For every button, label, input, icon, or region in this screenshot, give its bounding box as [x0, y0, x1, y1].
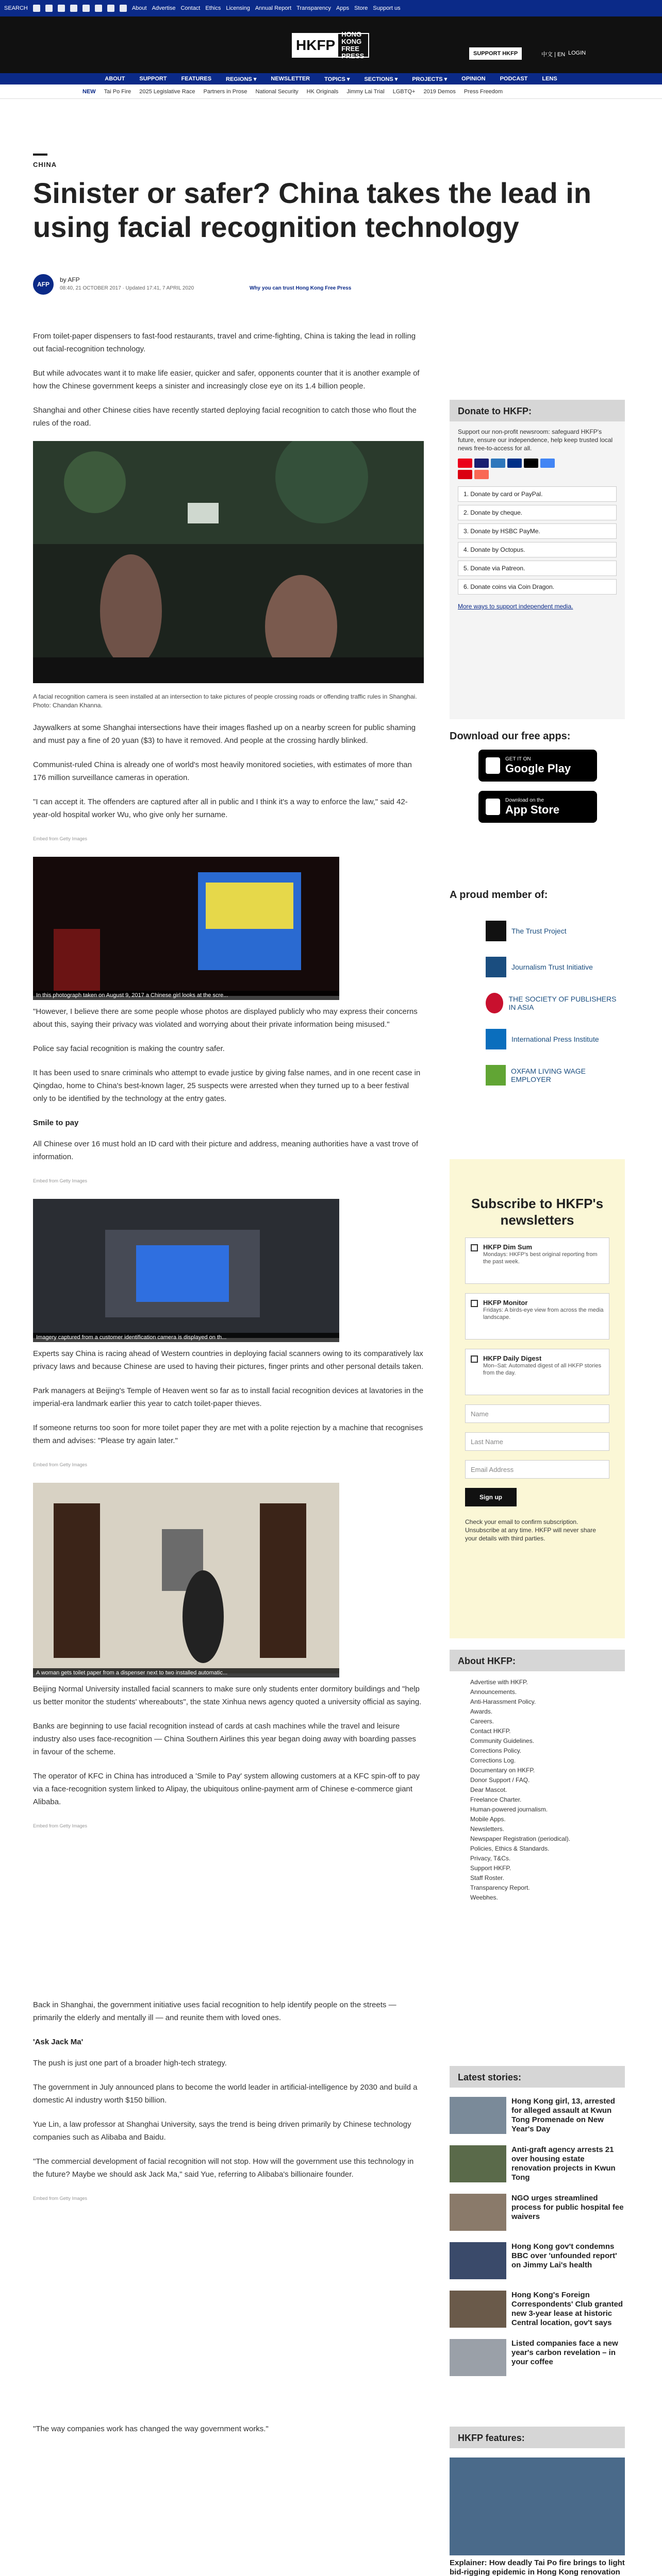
- about-link[interactable]: Awards.: [470, 1708, 493, 1715]
- members-heading: A proud member of:: [450, 889, 548, 901]
- about-link[interactable]: Donor Support / FAQ.: [470, 1776, 530, 1784]
- article-body: [33, 330, 424, 2447]
- topbar-annual-report[interactable]: Annual Report: [255, 5, 292, 11]
- oxfam-icon: [486, 1065, 506, 1086]
- member-jti[interactable]: Journalism Trust Initiative: [486, 954, 625, 980]
- topbar-transparency[interactable]: Transparency: [296, 5, 331, 11]
- traffic-camera-photo: [33, 441, 424, 683]
- donate-option[interactable]: 1. Donate by card or PayPal.: [458, 486, 617, 502]
- more-ways-link[interactable]: More ways to support independent media.: [458, 603, 573, 610]
- paragraph: Shanghai and other Chinese cities have recently started deploying facial recognition to catch those who flout the rules of the road.: [33, 406, 417, 428]
- paragraph: The government in July announced plans to become the world leader in artificial-intelligence by 2030 and build a domestic AI industry worth $150 billion.: [33, 2083, 418, 2105]
- latest-stories-box: [450, 2066, 625, 2387]
- latest-story[interactable]: Hong Kong gov't condemns BBC over 'unfounded report' on Jimmy Lai's health: [450, 2242, 625, 2284]
- donate-option[interactable]: 6. Donate coins via Coin Dragon.: [458, 579, 617, 595]
- nav-about[interactable]: ABOUT: [105, 76, 125, 82]
- toilet-paper-photo[interactable]: [33, 1483, 339, 1673]
- about-link[interactable]: Transparency Report.: [470, 1884, 530, 1891]
- about-link[interactable]: Community Guidelines.: [470, 1737, 535, 1744]
- atm-photo[interactable]: [33, 1199, 339, 1338]
- newsletter-dim-sum[interactable]: HKFP Dim Sum Mondays: HKFP's best original reporting from the past week.: [465, 1238, 609, 1284]
- member-oxfam[interactable]: OXFAM LIVING WAGE EMPLOYER: [486, 1062, 625, 1089]
- masthead: [0, 16, 662, 73]
- byline: [33, 274, 394, 298]
- trust-link[interactable]: Why you can trust Hong Kong Free Press: [250, 285, 352, 291]
- nav-opinion[interactable]: OPINION: [461, 76, 486, 82]
- apps-heading: Download our free apps:: [450, 731, 571, 742]
- googlepay-icon: [540, 459, 555, 468]
- features-box: [450, 2427, 625, 2576]
- last-name-input[interactable]: Last Name: [465, 1432, 609, 1451]
- figure-atm: [33, 1199, 424, 1342]
- amex-icon: [491, 459, 505, 468]
- payment-icons: [450, 459, 578, 479]
- about-link[interactable]: Documentary on HKFP.: [470, 1767, 535, 1774]
- donate-option[interactable]: 2. Donate by cheque.: [458, 505, 617, 520]
- article-title: Sinister or safer? China takes the lead in using facial recognition technology: [33, 177, 592, 243]
- subnav-item[interactable]: 2019 Demos: [423, 88, 456, 95]
- nav-topics[interactable]: TOPICS ▾: [324, 76, 350, 82]
- checkbox[interactable]: [471, 1355, 478, 1363]
- publish-date: 08:40, 21 OCTOBER 2017 · Updated 17:41, 7 APRIL 2020: [60, 285, 194, 291]
- applepay-icon: [524, 459, 538, 468]
- about-link[interactable]: Support HKFP.: [470, 1865, 511, 1872]
- photo-overlay: A woman gets toilet paper from a dispenser next to two installed automatic...: [33, 1668, 339, 1677]
- new-badge: NEW: [82, 88, 96, 95]
- google-play-button[interactable]: GET IT ON Google Play: [478, 750, 597, 782]
- main-nav: [0, 73, 662, 84]
- embed-credit: Embed from Getty Images: [33, 1823, 88, 1828]
- sopa-icon: [486, 993, 503, 1013]
- nav-features[interactable]: FEATURES: [181, 76, 212, 82]
- about-link[interactable]: Careers.: [470, 1718, 494, 1725]
- instagram-icon[interactable]: [45, 5, 53, 12]
- donate-heading: Donate to HKFP:: [450, 400, 625, 421]
- subnav-item[interactable]: 2025 Legislative Race: [139, 88, 195, 95]
- nav-newsletter[interactable]: NEWSLETTER: [271, 76, 310, 82]
- feature-story[interactable]: Explainer: How deadly Tai Po fire brings to light bid-rigging epidemic in Hong Kong renovation: [450, 2458, 625, 2576]
- youtube-icon[interactable]: [70, 5, 77, 12]
- latest-heading: Latest stories:: [450, 2066, 625, 2088]
- paragraph: It has been used to snare criminals who attempt to evade justice by giving false names, and in one recent case in Qingdao, home to China's best-known lager, 25 suspects were arrested when they turned up to a beer festival only to be identified by the technology at the entry gates.: [33, 1069, 421, 1103]
- ipi-icon: [486, 1029, 506, 1049]
- apple-icon: [486, 799, 500, 815]
- latest-story[interactable]: NGO urges streamlined process for public hospital fee waivers: [450, 2194, 625, 2236]
- embed-credit: Embed from Getty Images: [33, 1178, 88, 1183]
- nav-lens[interactable]: LENS: [542, 76, 557, 82]
- threads-icon[interactable]: [58, 5, 65, 12]
- nav-regions[interactable]: REGIONS ▾: [226, 76, 257, 82]
- story-thumbnail: [450, 2242, 506, 2279]
- photo-caption: A facial recognition camera is seen installed at an intersection to take pictures of people crossing roads or offending traffic rules in Shanghai. Photo: Chandan Khanna.: [33, 693, 417, 709]
- facebook-icon[interactable]: [82, 5, 90, 12]
- paypal-icon: [507, 459, 522, 468]
- paragraph: Police say facial recognition is making the country safer.: [33, 1044, 225, 1053]
- paragraph: Communist-ruled China is already one of world's most heavily monitored societies, with estimates of more than 176 million surveillance cameras in operation.: [33, 760, 412, 782]
- about-link[interactable]: Newsletters.: [470, 1825, 505, 1833]
- nav-podcast[interactable]: PODCAST: [500, 76, 528, 82]
- paragraph: Yue Lin, a law professor at Shanghai University, says the trend is being driven primarily by Chinese technology companies such as Alibaba and Baidu.: [33, 2120, 411, 2142]
- story-thumbnail: [450, 2339, 506, 2376]
- checkbox[interactable]: [471, 1300, 478, 1307]
- topbar-about[interactable]: About: [131, 5, 147, 11]
- paragraph: The push is just one part of a broader high-tech strategy.: [33, 2059, 227, 2067]
- about-link[interactable]: Announcements.: [470, 1688, 517, 1696]
- figure-screen: [33, 857, 424, 1000]
- embed-credit: Embed from Getty Images: [33, 836, 88, 841]
- newsletter-monitor[interactable]: HKFP Monitor Fridays: A birds-eye view from across the media landscape.: [465, 1293, 609, 1340]
- story-thumbnail: [450, 2145, 506, 2182]
- story-thumbnail: [450, 2291, 506, 2328]
- donate-intro[interactable]: Support our non-profit newsroom: safeguard HKFP's future, ensure our independence, help keep trusted local news free-to-access for all.: [458, 428, 613, 452]
- telegram-icon[interactable]: [95, 5, 102, 12]
- embed-placeholder: [33, 1844, 424, 1998]
- top-bar: [0, 0, 662, 16]
- story-thumbnail: [450, 2194, 506, 2231]
- subheading: 'Ask Jack Ma': [33, 2038, 84, 2046]
- app-store-button[interactable]: Download on the App Store: [478, 791, 597, 823]
- donate-option[interactable]: 4. Donate by Octopus.: [458, 542, 617, 557]
- about-link[interactable]: Weebhes.: [470, 1894, 498, 1901]
- paragraph: Back in Shanghai, the government initiative uses facial recognition to help identify people on the streets — primarily the elderly and mentally ill — and reunite them with loved ones.: [33, 2001, 396, 2022]
- paragraph: "The way companies work has changed the way government works.": [33, 2425, 269, 2433]
- about-link[interactable]: Newspaper Registration (periodical).: [470, 1835, 571, 1842]
- members-box: [450, 886, 625, 1098]
- latest-story[interactable]: Hong Kong girl, 13, arrested for alleged assault at Kwun Tong Promenade on New Year's Day: [450, 2097, 625, 2139]
- topbar-apps[interactable]: Apps: [336, 5, 350, 11]
- about-link[interactable]: Anti-Harassment Policy.: [470, 1698, 536, 1705]
- paragraph: Banks are beginning to use facial recognition instead of cards at cash machines while the travel and leisure industry also uses face-recognition — China Southern Airlines this year began doing away with boarding passes in favour of the scheme.: [33, 1722, 416, 1756]
- paragraph: Experts say China is racing ahead of Western countries in deploying facial scanners owing to its comparatively lax privacy laws and because Chinese are used to having their pictures, finger prints and other personal details taken.: [33, 1349, 424, 1371]
- donate-box: [450, 400, 625, 719]
- email-input[interactable]: Email Address: [465, 1460, 609, 1479]
- subnav-item[interactable]: Press Freedom: [464, 88, 503, 95]
- hkfp-logo[interactable]: HKFP HONG KONG FREE PRESS: [292, 33, 369, 58]
- latest-story[interactable]: Listed companies face a new year's carbon revelation – in your coffee: [450, 2339, 625, 2381]
- donate-option[interactable]: 5. Donate via Patreon.: [458, 561, 617, 576]
- visa-icon: [474, 459, 489, 468]
- nav-projects[interactable]: PROJECTS ▾: [412, 76, 448, 82]
- subnav-item[interactable]: Jimmy Lai Trial: [346, 88, 385, 95]
- about-link[interactable]: Mobile Apps.: [470, 1816, 506, 1823]
- name-input[interactable]: Name: [465, 1404, 609, 1423]
- whatsapp-icon[interactable]: [120, 5, 127, 12]
- login-link[interactable]: LOGIN: [568, 50, 586, 56]
- paragraph: If someone returns too soon for more toilet paper they are met with a polite rejection by a machine that recognises them and advises: "Please try again later.": [33, 1423, 423, 1445]
- newsletter-heading: Subscribe to HKFP's newsletters: [471, 1196, 604, 1228]
- about-heading: About HKFP:: [450, 1650, 625, 1671]
- latest-story[interactable]: Anti-graft agency arrests 21 over housing estate renovation projects in Kwun Tong: [450, 2145, 625, 2188]
- photo-overlay: In this photograph taken on August 9, 2017 a Chinese girl looks at the scre...: [33, 991, 339, 1000]
- apps-box: [450, 727, 625, 832]
- author-name[interactable]: by AFP: [60, 276, 80, 283]
- feature-image: [450, 2458, 625, 2555]
- topbar-support[interactable]: Support us: [373, 5, 401, 11]
- about-links: [450, 1677, 625, 1903]
- trust-project-icon: [486, 921, 506, 941]
- subnav-item[interactable]: Tai Po Fire: [104, 88, 131, 95]
- jti-icon: [486, 957, 506, 977]
- screen-photo[interactable]: [33, 857, 339, 996]
- subnav-item[interactable]: HK Originals: [306, 88, 339, 95]
- latest-story[interactable]: Hong Kong's Foreign Correspondents' Club granted new 3-year lease at historic Central location, gov't says: [450, 2291, 625, 2333]
- nav-support[interactable]: SUPPORT: [139, 76, 167, 82]
- story-thumbnail: [450, 2097, 506, 2134]
- about-link[interactable]: Dear Mascot.: [470, 1786, 507, 1793]
- member-sopa[interactable]: THE SOCIETY OF PUBLISHERS IN ASIA: [486, 990, 625, 1016]
- member-trust-project[interactable]: The Trust Project: [486, 918, 625, 944]
- newsletter-box: [450, 1159, 625, 1638]
- about-link[interactable]: Policies, Ethics & Standards.: [470, 1845, 550, 1852]
- x-icon[interactable]: [33, 5, 40, 12]
- figure-toilet: [33, 1483, 424, 1677]
- subnav-item[interactable]: LGBTQ+: [392, 88, 416, 95]
- paragraph: But while advocates want it to make life easier, quicker and safer, opponents counter that it is another example of how the Chinese government keeps a sinister and increasingly close eye on its 1.4 billion people.: [33, 369, 420, 391]
- topbar-store[interactable]: Store: [354, 5, 368, 11]
- about-box: [450, 1650, 625, 1903]
- about-link[interactable]: Freelance Charter.: [470, 1796, 522, 1803]
- checkbox[interactable]: [471, 1244, 478, 1251]
- about-link[interactable]: Staff Roster.: [470, 1874, 504, 1882]
- member-ipi[interactable]: International Press Institute: [486, 1026, 625, 1053]
- google-play-icon: [486, 757, 500, 774]
- topbar-advertise[interactable]: Advertise: [152, 5, 176, 11]
- search-link[interactable]: SEARCH: [4, 5, 28, 11]
- embed-placeholder: [33, 2216, 424, 2422]
- language-switch[interactable]: 中文 | EN: [541, 52, 566, 58]
- paragraph: "The commercial development of facial recognition will not stop. How will the government use this technology in the future? Maybe we should ask Jack Ma," said Yue, referring to Alibaba's billionaire founder.: [33, 2157, 414, 2179]
- sign-up-button[interactable]: Sign up: [465, 1488, 517, 1506]
- paragraph: Jaywalkers at some Shanghai intersections have their images flashed up on a nearby screen for public shaming and must pay a fine of 20 yuan ($3) to have it removed. And people at the crossing hardly blinked.: [33, 723, 416, 745]
- category-label[interactable]: CHINA: [33, 161, 57, 168]
- embed-credit: Embed from Getty Images: [33, 1462, 88, 1467]
- about-link[interactable]: Advertise with HKFP.: [470, 1679, 528, 1686]
- about-link[interactable]: Privacy, T&Cs.: [470, 1855, 511, 1862]
- payme-icon: [458, 470, 472, 479]
- topbar-licensing[interactable]: Licensing: [226, 5, 250, 11]
- paragraph: The operator of KFC in China has introduced a 'Smile to Pay' system allowing customers at a KFC spin-off to pay via a face-recognition system linked to Alipay, the ubiquitous online-payment arm of Chinese e-commerce giant Alibaba.: [33, 1772, 420, 1806]
- newsletter-fineprint: Check your email to confirm subscription. Unsubscribe at any time. HKFP will never share your details with third parties.: [465, 1518, 596, 1542]
- topbar-contact[interactable]: Contact: [180, 5, 201, 11]
- mastercard-icon: [458, 459, 472, 468]
- embed-credit: Embed from Getty Images: [33, 2196, 88, 2201]
- paragraph: "I can accept it. The offenders are captured after all in public and I think it's a way to enforce the law," said 42-year-old hospital worker Wu, who give only her surname.: [33, 798, 408, 819]
- paragraph: From toilet-paper dispensers to fast-food restaurants, travel and crime-fighting, China is taking the lead in rolling out facial-recognition technology.: [33, 332, 416, 353]
- subnav-item[interactable]: Partners in Prose: [203, 88, 247, 95]
- features-heading: HKFP features:: [450, 2427, 625, 2448]
- subnav-item[interactable]: National Security: [255, 88, 299, 95]
- paragraph: Park managers at Beijing's Temple of Heaven went so far as to install facial recognition devices at lavatories in the imperial-era landmark earlier this year to catch toilet-paper thieves.: [33, 1386, 424, 1408]
- figure-traffic-camera: [33, 441, 424, 687]
- author-avatar[interactable]: AFP: [33, 274, 54, 295]
- category-rule: [33, 154, 47, 156]
- paragraph: Beijing Normal University installed facial scanners to make sure only students enter dormitory buildings and "help us better monitor the students' whereabouts", the state Xinhua news agency quoted a university official as saying.: [33, 1685, 422, 1706]
- newsletter-daily-digest[interactable]: HKFP Daily Digest Mon–Sat: Automated digest of all HKFP stories from the day.: [465, 1349, 609, 1395]
- about-link[interactable]: Corrections Log.: [470, 1757, 516, 1764]
- paragraph: "However, I believe there are some people whose photos are displayed publicly who may express their concerns about this, saying their privacy was violated and worrying about their private information being misused.": [33, 1007, 418, 1029]
- donate-option[interactable]: 3. Donate by HSBC PayMe.: [458, 523, 617, 539]
- sub-nav: [0, 84, 662, 99]
- about-link[interactable]: Contact HKFP.: [470, 1727, 511, 1735]
- support-hkfp-button[interactable]: SUPPORT HKFP: [469, 47, 522, 60]
- rss-icon[interactable]: [107, 5, 114, 12]
- subheading: Smile to pay: [33, 1118, 79, 1127]
- patreon-icon: [474, 470, 489, 479]
- nav-sections[interactable]: SECTIONS ▾: [364, 76, 398, 82]
- about-link[interactable]: Human-powered journalism.: [470, 1806, 548, 1813]
- about-link[interactable]: Corrections Policy.: [470, 1747, 522, 1754]
- paragraph: All Chinese over 16 must hold an ID card with their picture and address, meaning authorities have a vast trove of information.: [33, 1140, 419, 1161]
- topbar-ethics[interactable]: Ethics: [205, 5, 221, 11]
- photo-overlay: Imagery captured from a customer identification camera is displayed on th...: [33, 1333, 339, 1342]
